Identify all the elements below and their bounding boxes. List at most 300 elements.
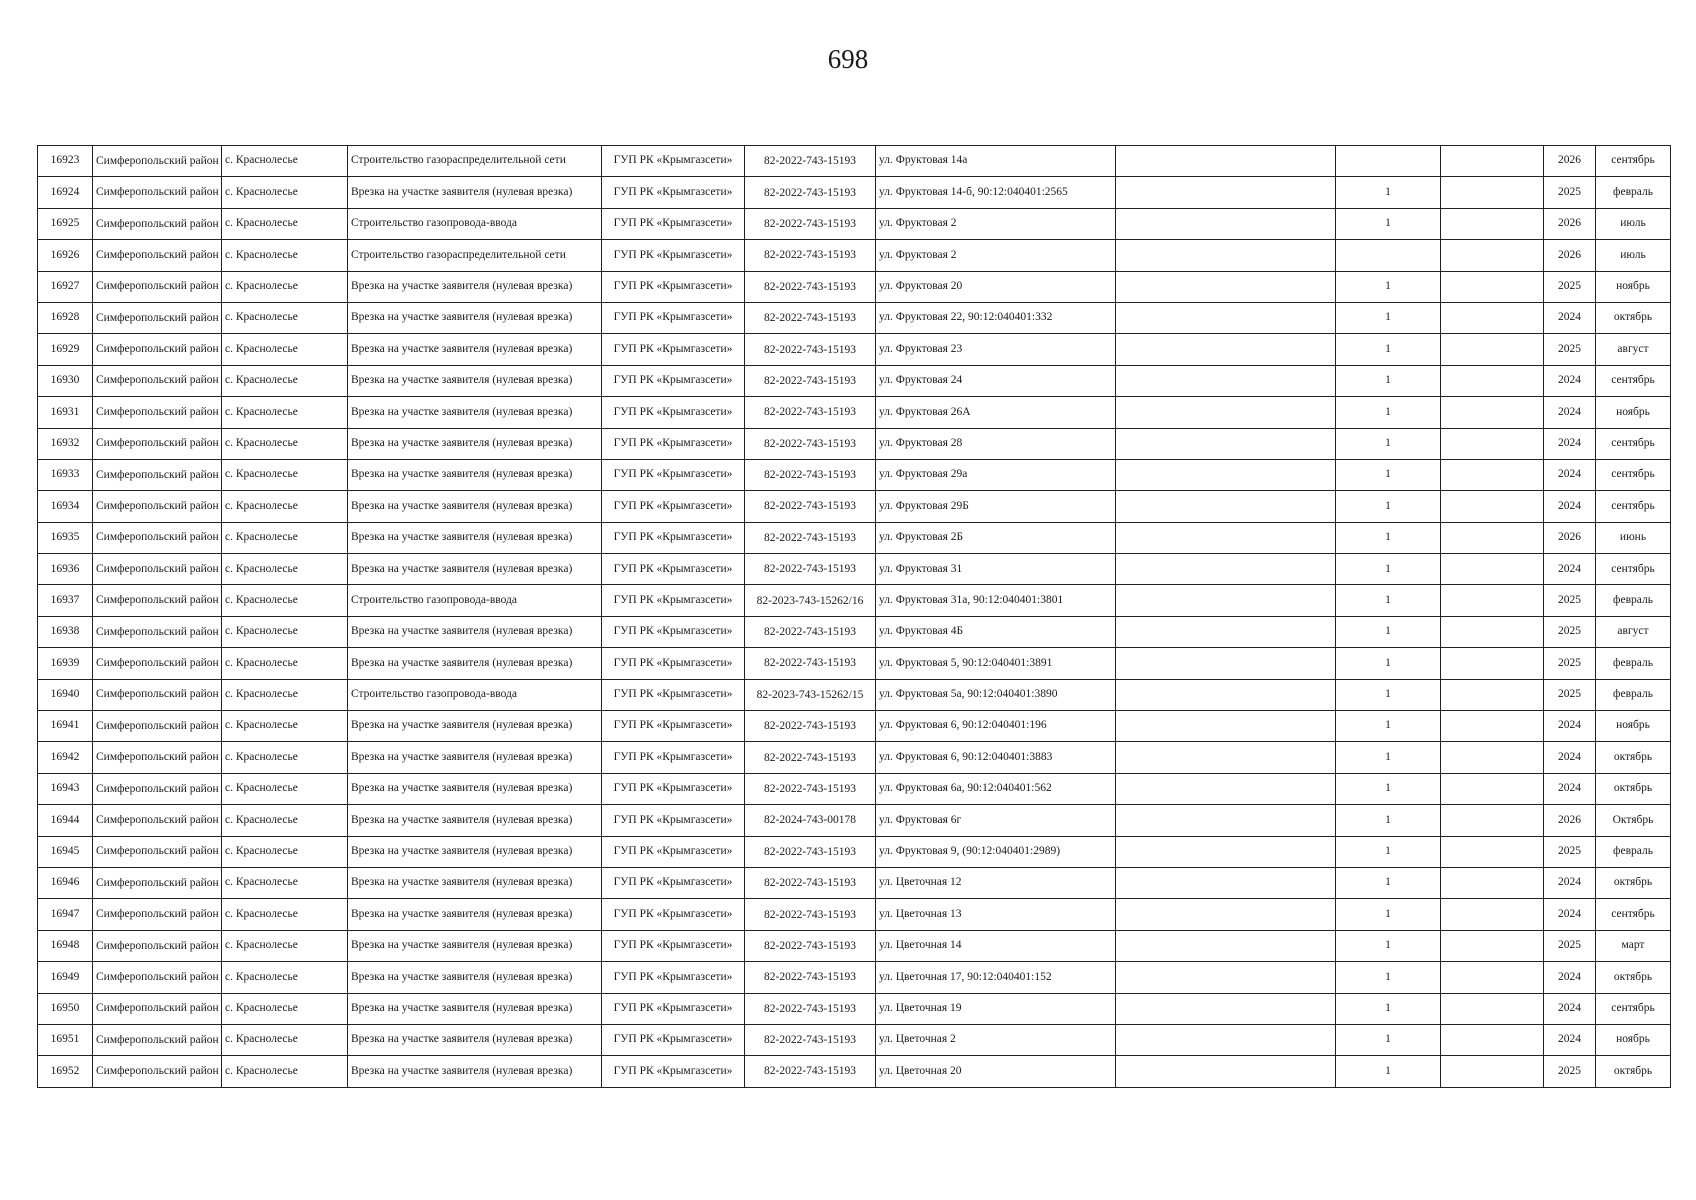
locality-cell: с. Краснолесье xyxy=(222,365,348,396)
table-row xyxy=(38,648,1671,679)
work-type-cell: Врезка на участке заявителя (нулевая врезка) xyxy=(348,177,602,208)
organization-cell: ГУП РК «Крымгазсети» xyxy=(602,240,745,271)
empty-cell xyxy=(1116,962,1336,993)
program-code-cell: 82-2022-743-15193 xyxy=(745,616,876,647)
organization-cell: ГУП РК «Крымгазсети» xyxy=(602,962,745,993)
empty-cell xyxy=(1441,711,1544,742)
empty-cell xyxy=(1116,146,1336,177)
district-cell: Симферопольский район xyxy=(93,993,222,1024)
district-cell: Симферопольский район xyxy=(93,836,222,867)
empty-cell xyxy=(1116,208,1336,239)
work-type-cell: Врезка на участке заявителя (нулевая врезка) xyxy=(348,522,602,553)
district-cell: Симферопольский район xyxy=(93,648,222,679)
count-cell: 1 xyxy=(1336,679,1441,710)
count-cell: 1 xyxy=(1336,1056,1441,1087)
month-cell: ноябрь xyxy=(1596,271,1671,302)
address-cell: ул. Фруктовая 4Б xyxy=(876,616,1116,647)
program-code-cell: 82-2022-743-15193 xyxy=(745,428,876,459)
empty-cell xyxy=(1441,962,1544,993)
work-type-cell: Врезка на участке заявителя (нулевая врезка) xyxy=(348,836,602,867)
district-cell: Симферопольский район xyxy=(93,742,222,773)
locality-cell: с. Краснолесье xyxy=(222,146,348,177)
row-number: 16930 xyxy=(38,365,93,396)
empty-cell xyxy=(1116,773,1336,804)
organization-cell: ГУП РК «Крымгазсети» xyxy=(602,585,745,616)
year-cell: 2026 xyxy=(1544,240,1596,271)
program-code-cell: 82-2022-743-15193 xyxy=(745,302,876,333)
year-cell: 2024 xyxy=(1544,962,1596,993)
empty-cell xyxy=(1441,993,1544,1024)
work-type-cell: Врезка на участке заявителя (нулевая врезка) xyxy=(348,1024,602,1055)
address-cell: ул. Фруктовая 6, 90:12:040401:3883 xyxy=(876,742,1116,773)
empty-cell xyxy=(1116,993,1336,1024)
month-cell: февраль xyxy=(1596,836,1671,867)
program-code-cell: 82-2022-743-15193 xyxy=(745,240,876,271)
locality-cell: с. Краснолесье xyxy=(222,491,348,522)
empty-cell xyxy=(1441,428,1544,459)
organization-cell: ГУП РК «Крымгазсети» xyxy=(602,271,745,302)
locality-cell: с. Краснолесье xyxy=(222,208,348,239)
empty-cell xyxy=(1441,334,1544,365)
locality-cell: с. Краснолесье xyxy=(222,993,348,1024)
empty-cell xyxy=(1441,899,1544,930)
row-number: 16932 xyxy=(38,428,93,459)
work-type-cell: Врезка на участке заявителя (нулевая врезка) xyxy=(348,302,602,333)
empty-cell xyxy=(1441,930,1544,961)
work-type-cell: Врезка на участке заявителя (нулевая врезка) xyxy=(348,993,602,1024)
organization-cell: ГУП РК «Крымгазсети» xyxy=(602,459,745,490)
program-code-cell: 82-2022-743-15193 xyxy=(745,867,876,898)
organization-cell: ГУП РК «Крымгазсети» xyxy=(602,522,745,553)
organization-cell: ГУП РК «Крымгазсети» xyxy=(602,491,745,522)
organization-cell: ГУП РК «Крымгазсети» xyxy=(602,742,745,773)
count-cell: 1 xyxy=(1336,836,1441,867)
district-cell: Симферопольский район xyxy=(93,930,222,961)
address-cell: ул. Фруктовая 22, 90:12:040401:332 xyxy=(876,302,1116,333)
district-cell: Симферопольский район xyxy=(93,679,222,710)
empty-cell xyxy=(1441,302,1544,333)
empty-cell xyxy=(1441,459,1544,490)
table-row xyxy=(38,742,1671,773)
table-row xyxy=(38,1056,1671,1087)
organization-cell: ГУП РК «Крымгазсети» xyxy=(602,554,745,585)
table-row xyxy=(38,585,1671,616)
address-cell: ул. Фруктовая 2 xyxy=(876,208,1116,239)
work-type-cell: Врезка на участке заявителя (нулевая врезка) xyxy=(348,397,602,428)
count-cell: 1 xyxy=(1336,365,1441,396)
program-code-cell: 82-2022-743-15193 xyxy=(745,836,876,867)
program-code-cell: 82-2022-743-15193 xyxy=(745,930,876,961)
month-cell: октябрь xyxy=(1596,867,1671,898)
address-cell: ул. Фруктовая 6, 90:12:040401:196 xyxy=(876,711,1116,742)
month-cell: июль xyxy=(1596,208,1671,239)
district-cell: Симферопольский район xyxy=(93,585,222,616)
empty-cell xyxy=(1116,397,1336,428)
year-cell: 2024 xyxy=(1544,993,1596,1024)
organization-cell: ГУП РК «Крымгазсети» xyxy=(602,334,745,365)
locality-cell: с. Краснолесье xyxy=(222,679,348,710)
district-cell: Симферопольский район xyxy=(93,271,222,302)
locality-cell: с. Краснолесье xyxy=(222,930,348,961)
district-cell: Симферопольский район xyxy=(93,554,222,585)
program-code-cell: 82-2022-743-15193 xyxy=(745,522,876,553)
address-cell: ул. Фруктовая 14-б, 90:12:040401:2565 xyxy=(876,177,1116,208)
year-cell: 2024 xyxy=(1544,365,1596,396)
empty-cell xyxy=(1116,648,1336,679)
program-code-cell: 82-2022-743-15193 xyxy=(745,648,876,679)
month-cell: сентябрь xyxy=(1596,428,1671,459)
organization-cell: ГУП РК «Крымгазсети» xyxy=(602,428,745,459)
table-body xyxy=(38,146,1671,1088)
locality-cell: с. Краснолесье xyxy=(222,554,348,585)
month-cell: сентябрь xyxy=(1596,146,1671,177)
program-code-cell: 82-2022-743-15193 xyxy=(745,1024,876,1055)
address-cell: ул. Цветочная 12 xyxy=(876,867,1116,898)
row-number: 16943 xyxy=(38,773,93,804)
work-type-cell: Врезка на участке заявителя (нулевая врезка) xyxy=(348,1056,602,1087)
year-cell: 2025 xyxy=(1544,271,1596,302)
empty-cell xyxy=(1116,302,1336,333)
district-cell: Симферопольский район xyxy=(93,899,222,930)
count-cell: 1 xyxy=(1336,585,1441,616)
work-type-cell: Строительство газопровода-ввода xyxy=(348,679,602,710)
year-cell: 2024 xyxy=(1544,773,1596,804)
year-cell: 2024 xyxy=(1544,742,1596,773)
locality-cell: с. Краснолесье xyxy=(222,240,348,271)
empty-cell xyxy=(1116,459,1336,490)
empty-cell xyxy=(1441,491,1544,522)
district-cell: Симферопольский район xyxy=(93,962,222,993)
program-code-cell: 82-2022-743-15193 xyxy=(745,177,876,208)
table-row xyxy=(38,428,1671,459)
district-cell: Симферопольский район xyxy=(93,177,222,208)
district-cell: Симферопольский район xyxy=(93,711,222,742)
month-cell: сентябрь xyxy=(1596,365,1671,396)
address-cell: ул. Цветочная 20 xyxy=(876,1056,1116,1087)
address-cell: ул. Цветочная 17, 90:12:040401:152 xyxy=(876,962,1116,993)
empty-cell xyxy=(1441,1024,1544,1055)
address-cell: ул. Фруктовая 6а, 90:12:040401:562 xyxy=(876,773,1116,804)
count-cell: 1 xyxy=(1336,554,1441,585)
district-cell: Симферопольский район xyxy=(93,365,222,396)
table-row xyxy=(38,930,1671,961)
program-code-cell: 82-2022-743-15193 xyxy=(745,993,876,1024)
row-number: 16949 xyxy=(38,962,93,993)
locality-cell: с. Краснолесье xyxy=(222,459,348,490)
district-cell: Симферопольский район xyxy=(93,397,222,428)
month-cell: октябрь xyxy=(1596,1056,1671,1087)
row-number: 16939 xyxy=(38,648,93,679)
row-number: 16938 xyxy=(38,616,93,647)
month-cell: февраль xyxy=(1596,177,1671,208)
locality-cell: с. Краснолесье xyxy=(222,899,348,930)
table-row xyxy=(38,773,1671,804)
year-cell: 2024 xyxy=(1544,1024,1596,1055)
month-cell: ноябрь xyxy=(1596,711,1671,742)
locality-cell: с. Краснолесье xyxy=(222,805,348,836)
program-code-cell: 82-2022-743-15193 xyxy=(745,773,876,804)
table-row xyxy=(38,993,1671,1024)
locality-cell: с. Краснолесье xyxy=(222,302,348,333)
row-number: 16933 xyxy=(38,459,93,490)
empty-cell xyxy=(1441,585,1544,616)
empty-cell xyxy=(1116,177,1336,208)
year-cell: 2026 xyxy=(1544,522,1596,553)
address-cell: ул. Фруктовая 24 xyxy=(876,365,1116,396)
district-cell: Симферопольский район xyxy=(93,240,222,271)
empty-cell xyxy=(1116,930,1336,961)
count-cell: 1 xyxy=(1336,773,1441,804)
locality-cell: с. Краснолесье xyxy=(222,522,348,553)
work-type-cell: Врезка на участке заявителя (нулевая врезка) xyxy=(348,711,602,742)
locality-cell: с. Краснолесье xyxy=(222,711,348,742)
work-type-cell: Врезка на участке заявителя (нулевая врезка) xyxy=(348,271,602,302)
address-cell: ул. Фруктовая 20 xyxy=(876,271,1116,302)
empty-cell xyxy=(1441,554,1544,585)
month-cell: сентябрь xyxy=(1596,899,1671,930)
row-number: 16942 xyxy=(38,742,93,773)
empty-cell xyxy=(1441,522,1544,553)
empty-cell xyxy=(1441,1056,1544,1087)
work-type-cell: Строительство газораспределительной сети xyxy=(348,240,602,271)
empty-cell xyxy=(1441,679,1544,710)
year-cell: 2025 xyxy=(1544,930,1596,961)
organization-cell: ГУП РК «Крымгазсети» xyxy=(602,146,745,177)
row-number: 16928 xyxy=(38,302,93,333)
row-number: 16941 xyxy=(38,711,93,742)
month-cell: февраль xyxy=(1596,585,1671,616)
district-cell: Симферопольский район xyxy=(93,867,222,898)
row-number: 16926 xyxy=(38,240,93,271)
row-number: 16929 xyxy=(38,334,93,365)
locality-cell: с. Краснолесье xyxy=(222,962,348,993)
row-number: 16931 xyxy=(38,397,93,428)
work-type-cell: Врезка на участке заявителя (нулевая врезка) xyxy=(348,962,602,993)
count-cell: 1 xyxy=(1336,962,1441,993)
year-cell: 2024 xyxy=(1544,491,1596,522)
district-cell: Симферопольский район xyxy=(93,522,222,553)
row-number: 16940 xyxy=(38,679,93,710)
empty-cell xyxy=(1441,836,1544,867)
work-type-cell: Врезка на участке заявителя (нулевая врезка) xyxy=(348,428,602,459)
locality-cell: с. Краснолесье xyxy=(222,271,348,302)
count-cell: 1 xyxy=(1336,742,1441,773)
year-cell: 2024 xyxy=(1544,867,1596,898)
organization-cell: ГУП РК «Крымгазсети» xyxy=(602,302,745,333)
empty-cell xyxy=(1441,365,1544,396)
organization-cell: ГУП РК «Крымгазсети» xyxy=(602,648,745,679)
year-cell: 2024 xyxy=(1544,554,1596,585)
table-row xyxy=(38,240,1671,271)
month-cell: июль xyxy=(1596,240,1671,271)
table-row xyxy=(38,491,1671,522)
work-type-cell: Врезка на участке заявителя (нулевая врезка) xyxy=(348,491,602,522)
table-row xyxy=(38,962,1671,993)
empty-cell xyxy=(1116,1024,1336,1055)
address-cell: ул. Фруктовая 5а, 90:12:040401:3890 xyxy=(876,679,1116,710)
address-cell: ул. Цветочная 13 xyxy=(876,899,1116,930)
organization-cell: ГУП РК «Крымгазсети» xyxy=(602,1056,745,1087)
row-number: 16944 xyxy=(38,805,93,836)
table-row xyxy=(38,1024,1671,1055)
work-type-cell: Врезка на участке заявителя (нулевая врезка) xyxy=(348,930,602,961)
empty-cell xyxy=(1441,867,1544,898)
count-cell: 1 xyxy=(1336,648,1441,679)
table-row xyxy=(38,522,1671,553)
empty-cell xyxy=(1116,899,1336,930)
empty-cell xyxy=(1116,805,1336,836)
work-type-cell: Врезка на участке заявителя (нулевая врезка) xyxy=(348,742,602,773)
page-number: 698 xyxy=(827,44,869,74)
empty-cell xyxy=(1116,554,1336,585)
program-code-cell: 82-2022-743-15193 xyxy=(745,962,876,993)
district-cell: Симферопольский район xyxy=(93,491,222,522)
district-cell: Симферопольский район xyxy=(93,208,222,239)
empty-cell xyxy=(1441,208,1544,239)
locality-cell: с. Краснолесье xyxy=(222,1056,348,1087)
district-cell: Симферопольский район xyxy=(93,773,222,804)
empty-cell xyxy=(1116,836,1336,867)
program-code-cell: 82-2022-743-15193 xyxy=(745,711,876,742)
empty-cell xyxy=(1441,773,1544,804)
district-cell: Симферопольский район xyxy=(93,334,222,365)
count-cell: 1 xyxy=(1336,428,1441,459)
row-number: 16927 xyxy=(38,271,93,302)
month-cell: октябрь xyxy=(1596,773,1671,804)
year-cell: 2025 xyxy=(1544,616,1596,647)
district-cell: Симферопольский район xyxy=(93,1056,222,1087)
year-cell: 2026 xyxy=(1544,146,1596,177)
table-row xyxy=(38,271,1671,302)
empty-cell xyxy=(1116,428,1336,459)
month-cell: октябрь xyxy=(1596,742,1671,773)
empty-cell xyxy=(1116,585,1336,616)
address-cell: ул. Фруктовая 31а, 90:12:040401:3801 xyxy=(876,585,1116,616)
table-row xyxy=(38,397,1671,428)
table-row xyxy=(38,365,1671,396)
program-code-cell: 82-2022-743-15193 xyxy=(745,271,876,302)
row-number: 16935 xyxy=(38,522,93,553)
work-type-cell: Строительство газораспределительной сети xyxy=(348,146,602,177)
address-cell: ул. Цветочная 19 xyxy=(876,993,1116,1024)
program-code-cell: 82-2022-743-15193 xyxy=(745,208,876,239)
row-number: 16950 xyxy=(38,993,93,1024)
month-cell: Октябрь xyxy=(1596,805,1671,836)
address-cell: ул. Цветочная 14 xyxy=(876,930,1116,961)
locality-cell: с. Краснолесье xyxy=(222,334,348,365)
organization-cell: ГУП РК «Крымгазсети» xyxy=(602,711,745,742)
table-row xyxy=(38,554,1671,585)
year-cell: 2024 xyxy=(1544,459,1596,490)
locality-cell: с. Краснолесье xyxy=(222,616,348,647)
table-row xyxy=(38,836,1671,867)
program-code-cell: 82-2022-743-15193 xyxy=(745,899,876,930)
count-cell: 1 xyxy=(1336,334,1441,365)
locality-cell: с. Краснолесье xyxy=(222,773,348,804)
empty-cell xyxy=(1441,177,1544,208)
year-cell: 2025 xyxy=(1544,1056,1596,1087)
locality-cell: с. Краснолесье xyxy=(222,428,348,459)
month-cell: октябрь xyxy=(1596,302,1671,333)
empty-cell xyxy=(1116,679,1336,710)
empty-cell xyxy=(1116,522,1336,553)
organization-cell: ГУП РК «Крымгазсети» xyxy=(602,365,745,396)
empty-cell xyxy=(1441,240,1544,271)
empty-cell xyxy=(1116,711,1336,742)
district-cell: Симферопольский район xyxy=(93,146,222,177)
work-type-cell: Врезка на участке заявителя (нулевая врезка) xyxy=(348,616,602,647)
address-cell: ул. Фруктовая 6г xyxy=(876,805,1116,836)
count-cell: 1 xyxy=(1336,522,1441,553)
work-type-cell: Врезка на участке заявителя (нулевая врезка) xyxy=(348,554,602,585)
address-cell: ул. Фруктовая 14а xyxy=(876,146,1116,177)
address-cell: ул. Фруктовая 5, 90:12:040401:3891 xyxy=(876,648,1116,679)
program-code-cell: 82-2023-743-15262/16 xyxy=(745,585,876,616)
year-cell: 2025 xyxy=(1544,177,1596,208)
count-cell: 1 xyxy=(1336,1024,1441,1055)
work-type-cell: Врезка на участке заявителя (нулевая врезка) xyxy=(348,773,602,804)
empty-cell xyxy=(1116,271,1336,302)
locality-cell: с. Краснолесье xyxy=(222,867,348,898)
count-cell xyxy=(1336,146,1441,177)
program-code-cell: 82-2023-743-15262/15 xyxy=(745,679,876,710)
work-type-cell: Врезка на участке заявителя (нулевая врезка) xyxy=(348,365,602,396)
empty-cell xyxy=(1441,616,1544,647)
month-cell: март xyxy=(1596,930,1671,961)
locality-cell: с. Краснолесье xyxy=(222,648,348,679)
work-type-cell: Врезка на участке заявителя (нулевая врезка) xyxy=(348,899,602,930)
count-cell: 1 xyxy=(1336,271,1441,302)
table-row xyxy=(38,208,1671,239)
count-cell: 1 xyxy=(1336,616,1441,647)
year-cell: 2024 xyxy=(1544,899,1596,930)
organization-cell: ГУП РК «Крымгазсети» xyxy=(602,208,745,239)
table-row xyxy=(38,867,1671,898)
empty-cell xyxy=(1441,648,1544,679)
district-cell: Симферопольский район xyxy=(93,302,222,333)
locality-cell: с. Краснолесье xyxy=(222,177,348,208)
empty-cell xyxy=(1116,491,1336,522)
locality-cell: с. Краснолесье xyxy=(222,585,348,616)
empty-cell xyxy=(1116,1056,1336,1087)
work-type-cell: Строительство газопровода-ввода xyxy=(348,208,602,239)
year-cell: 2024 xyxy=(1544,302,1596,333)
month-cell: август xyxy=(1596,334,1671,365)
row-number: 16947 xyxy=(38,899,93,930)
month-cell: февраль xyxy=(1596,648,1671,679)
address-cell: ул. Фруктовая 2Б xyxy=(876,522,1116,553)
district-cell: Симферопольский район xyxy=(93,459,222,490)
table-row xyxy=(38,679,1671,710)
organization-cell: ГУП РК «Крымгазсети» xyxy=(602,616,745,647)
month-cell: июнь xyxy=(1596,522,1671,553)
empty-cell xyxy=(1116,365,1336,396)
table-row xyxy=(38,899,1671,930)
empty-cell xyxy=(1441,146,1544,177)
organization-cell: ГУП РК «Крымгазсети» xyxy=(602,805,745,836)
organization-cell: ГУП РК «Крымгазсети» xyxy=(602,773,745,804)
organization-cell: ГУП РК «Крымгазсети» xyxy=(602,397,745,428)
address-cell: ул. Фруктовая 29Б xyxy=(876,491,1116,522)
row-number: 16924 xyxy=(38,177,93,208)
row-number: 16948 xyxy=(38,930,93,961)
district-cell: Симферопольский район xyxy=(93,805,222,836)
month-cell: ноябрь xyxy=(1596,397,1671,428)
table-row xyxy=(38,334,1671,365)
table-row xyxy=(38,805,1671,836)
work-type-cell: Врезка на участке заявителя (нулевая врезка) xyxy=(348,805,602,836)
program-code-cell: 82-2022-743-15193 xyxy=(745,742,876,773)
